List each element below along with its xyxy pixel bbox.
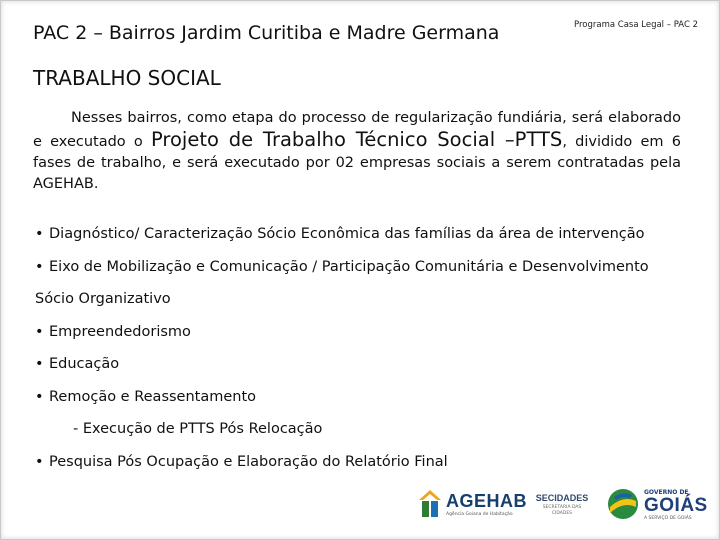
list-item-text: Empreendedorismo — [49, 323, 191, 340]
agehab-tagline: Agência Goiana de Habitação — [446, 512, 513, 517]
footer-logos — [418, 485, 708, 525]
list-item-text: Sócio Organizativo — [35, 291, 171, 307]
agehab-name: AGEHAB — [446, 491, 528, 511]
globe-icon — [606, 487, 640, 521]
program-label: Programa Casa Legal – PAC 2 — [574, 20, 698, 30]
intro-paragraph — [33, 108, 681, 195]
list-item-text: Educação — [49, 356, 120, 372]
agehab-logo — [418, 485, 528, 525]
list-item — [35, 353, 685, 386]
list-item — [35, 451, 685, 484]
intro-emphasis: Projeto de Trabalho Técnico Social –PTTS — [150, 128, 563, 151]
list-item-continuation — [35, 288, 685, 321]
list-item-text: Eixo de Mobilização e Comunicação / Participação Comunitária e Desenvolvimento — [49, 258, 649, 275]
list-item — [35, 386, 685, 419]
bullet: • — [35, 453, 44, 470]
goias-logo — [606, 485, 706, 525]
intro-text-end: , dividido em 6 fases de trabalho, e será executado por 02 empresas sociais a serem contratadas pela AGEHAB. — [33, 134, 681, 192]
secidades-sub-line: SECRETARIA DAS — [542, 505, 582, 510]
secidades-logo — [530, 485, 594, 525]
goias-name: GOIÁS — [644, 495, 708, 516]
list-subitem — [35, 418, 685, 451]
secidades-name: SECIDADES — [535, 493, 589, 503]
bullet: • — [35, 226, 44, 242]
section-title: TRABALHO SOCIAL — [33, 66, 221, 90]
secidades-subtitle — [530, 505, 594, 517]
list-subitem-text: - Execução de PTTS Pós Relocação — [73, 421, 323, 437]
goias-prefix: GOVERNO DE — [644, 489, 689, 496]
goias-tagline: A SERVIÇO DE GOIÁS — [644, 516, 692, 521]
intro-text-start: Nesses bairros, como etapa do processo de regularização fundiária, será elaborado e executado o — [33, 110, 681, 150]
list-item-text: Pesquisa Pós Ocupação e Elaboração do Relatório Final — [49, 453, 448, 470]
bullet: • — [35, 258, 44, 275]
house-icon — [418, 489, 442, 519]
list-item — [35, 256, 685, 289]
list-item-text: Remoção e Reassentamento — [49, 388, 257, 405]
secidades-sub-line: CIDADES — [551, 511, 573, 516]
slide-title: PAC 2 – Bairros Jardim Curitiba e Madre Germana — [33, 22, 500, 44]
bullet: • — [35, 356, 44, 372]
list-item-text: Diagnóstico/ Caracterização Sócio Econômica das famílias da área de intervenção — [49, 226, 645, 242]
bullet: • — [35, 323, 44, 340]
bullet: • — [35, 388, 44, 405]
list-item — [35, 321, 685, 354]
phase-list — [35, 223, 685, 483]
list-item — [35, 223, 685, 256]
